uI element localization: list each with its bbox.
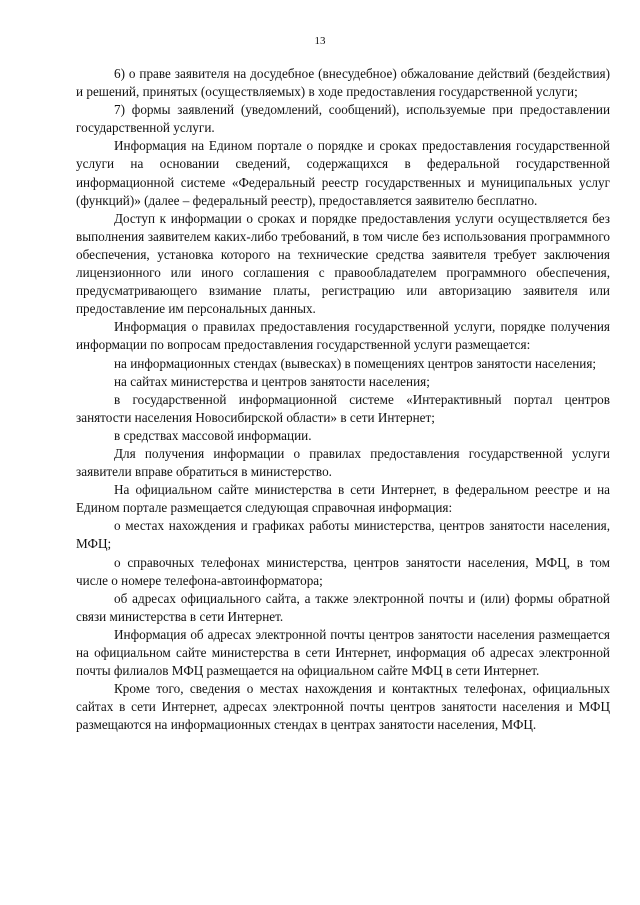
paragraph-rules-placement: Информация о правилах предоставления государственной услуги, порядке получения информации по вопросам предоставления государственной услуги размещается: xyxy=(76,319,610,353)
paragraph-item-6: 6) о праве заявителя на досудебное (внесудебное) обжалование действий (бездействия) и решений, принятых (осуществляемых) в ходе предоставления государственной услуги; xyxy=(76,66,610,100)
document-body xyxy=(76,65,610,734)
paragraph-websites: на сайтах министерства и центров занятости населения; xyxy=(114,373,430,389)
paragraph-phones: о справочных телефонах министерства, центров занятости населения, МФЦ, в том числе о номере телефона-автоинформатора; xyxy=(76,554,610,588)
paragraph-locations: о местах нахождения и графиках работы министерства, центров занятости населения, МФЦ; xyxy=(76,518,610,552)
paragraph-email-info: Информация об адресах электронной почты центров занятости населения размещается на официальном сайте министерства в сети Интернет, информация об адресах электронной почты филиалов МФЦ размещается на официальном сайте МФЦ в сети Интернет. xyxy=(76,626,610,679)
paragraph-access-info: Доступ к информации о сроках и порядке предоставления услуги осуществляется без выполнения заявителем каких-либо требований, в том числе без использования программного обеспечения, установка которого на технические средства заявителя требует заключения лицензионного или иного соглашения с правообладателем программного обеспечения, предусматривающего взимание платы, регистрацию или авторизацию заявителя или предоставление им персональных данных. xyxy=(76,210,610,317)
paragraph-addresses: об адресах официального сайта, а также электронной почты и (или) формы обратной связи министерства в сети Интернет. xyxy=(76,590,610,624)
paragraph-portal-info: Информация на Едином портале о порядке и сроках предоставления государственной услуги на основании сведений, содержащихся в федеральной государственной информационной системе «Федеральный реестр государственных и муниципальных услуг (функций)» (далее – федеральный реестр), предоставляется заявителю бесплатно. xyxy=(76,138,610,208)
paragraph-stands-info: Кроме того, сведения о местах нахождения и контактных телефонах, официальных сайтах в сети Интернет, адресах электронной почты центров занятости населения и МФЦ размещаются на информационных стендах в центрах занятости населения, МФЦ. xyxy=(76,681,610,733)
paragraph-mass-media: в средствах массовой информации. xyxy=(114,427,312,443)
paragraph-reference-info: На официальном сайте министерства в сети Интернет, в федеральном реестре и на Едином портале размещается следующая справочная информация: xyxy=(76,482,610,516)
page-number: 13 xyxy=(314,35,326,47)
paragraph-item-7: 7) формы заявлений (уведомлений, сообщений), используемые при предоставлении государственной услуги. xyxy=(76,102,610,136)
paragraph-ministry-contact: Для получения информации о правилах предоставления государственной услуги заявители вправе обратиться в министерство. xyxy=(76,445,610,480)
paragraph-interactive-portal: в государственной информационной системе «Интерактивный портал центров занятости населения Новосибирской области» в сети Интернет; xyxy=(76,391,610,425)
paragraph-info-stands: на информационных стендах (вывесках) в помещениях центров занятости населения; xyxy=(114,355,597,371)
